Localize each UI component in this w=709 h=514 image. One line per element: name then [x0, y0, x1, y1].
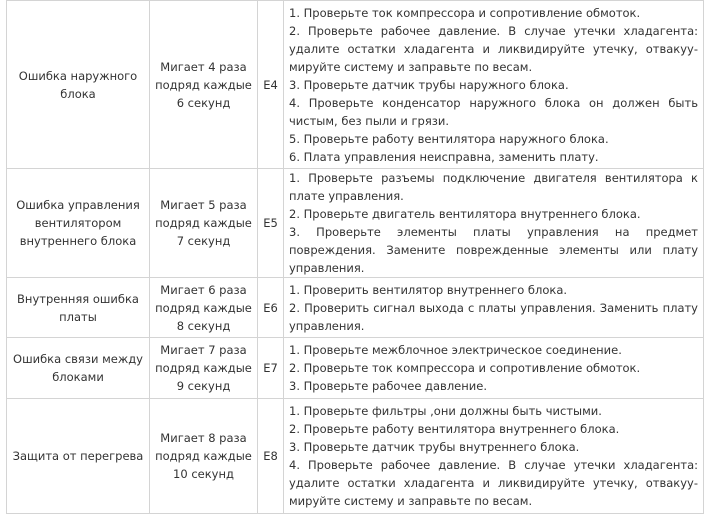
error-code: E4: [258, 1, 284, 169]
blink-pattern: Мигает 8 раза подряд каждые 10 секунд: [150, 399, 258, 514]
fix-step: 4. Проверьте конденсатор наружного блока он должен быть чистым, без пыли и грязи.: [289, 95, 698, 128]
table-row: [7, 1, 704, 169]
fix-step: 3. Проверьте датчик трубы внутреннего блока.: [289, 440, 580, 454]
fix-step: 3. Проверьте датчик трубы наружного блока.: [289, 77, 569, 92]
fix-step: 3. Проверьте рабочее давление.: [289, 379, 487, 393]
fix-step: 1. Проверьте фильтры ,они должны быть чистыми.: [289, 404, 602, 418]
fix-step: 1. Проверить вентилятор внутреннего блока.: [289, 282, 568, 297]
table-row: [7, 278, 704, 338]
fix-step: 3. Проверьте элементы платы управления на предмет повреждения. Замените поврежденные элементы или плату управления.: [289, 225, 698, 275]
fix-steps: [284, 338, 704, 399]
error-code: E5: [258, 169, 284, 278]
fix-step: 2. Проверьте ток компрессора и сопротивление обмоток.: [289, 361, 641, 375]
blink-pattern: Мигает 5 раза подряд каждые 7 секунд: [150, 169, 258, 278]
error-code: E6: [258, 278, 284, 338]
blink-pattern: Мигает 6 раза подряд каждые 8 секунд: [150, 278, 258, 338]
fix-steps: [284, 169, 704, 278]
table-row: [7, 399, 704, 514]
fix-step: 2. Проверьте рабочее давление. В случае утечки хладагента: удалите остатки хладагента и ликвидируйте утечку, отвакуу-мируйте систему и заправьте по весам.: [289, 23, 698, 74]
error-name: Ошибка управления вентилятором внутреннего блока: [7, 169, 150, 278]
fix-steps: [284, 1, 704, 169]
fix-step: 5. Проверьте работу вентилятора наружного блока.: [289, 131, 609, 146]
error-name: Внутренняя ошибка платы: [7, 278, 150, 338]
fix-steps: [284, 278, 704, 338]
blink-pattern: Мигает 7 раза подряд каждые 9 секунд: [150, 338, 258, 399]
fix-step: 4. Проверьте рабочее давление. В случае утечки хладагента: удалите остатки хладагента и ликвидируйте утечку, отвакуу-мируйте систему и заправьте по весам.: [289, 458, 698, 508]
fix-step: 1. Проверьте ток компрессора и сопротивление обмоток.: [289, 5, 641, 20]
fix-step: 1. Проверьте разъемы подключение двигателя вентилятора к плате управления.: [289, 171, 698, 203]
table-row: [7, 169, 704, 278]
fix-step: 6. Плата управления неисправна, заменить плату.: [289, 149, 599, 164]
error-codes-table: [6, 0, 704, 514]
error-name: Защита от перегрева: [7, 399, 150, 514]
fix-step: 2. Проверьте двигатель вентилятора внутреннего блока.: [289, 207, 641, 221]
fix-steps: [284, 399, 704, 514]
fix-step: 2. Проверьте работу вентилятора внутреннего блока.: [289, 422, 620, 436]
error-name: Ошибка связи между блоками: [7, 338, 150, 399]
blink-pattern: Мигает 4 раза подряд каждые 6 секунд: [150, 1, 258, 169]
table-row: [7, 338, 704, 399]
fix-step: 2. Проверить сигнал выхода с платы управления. Заменить плату управления.: [289, 300, 698, 333]
fix-step: 1. Проверьте межблочное электрическое соединение.: [289, 343, 622, 357]
error-name: Ошибка наружного блока: [7, 1, 150, 169]
error-code: E8: [258, 399, 284, 514]
error-code: E7: [258, 338, 284, 399]
